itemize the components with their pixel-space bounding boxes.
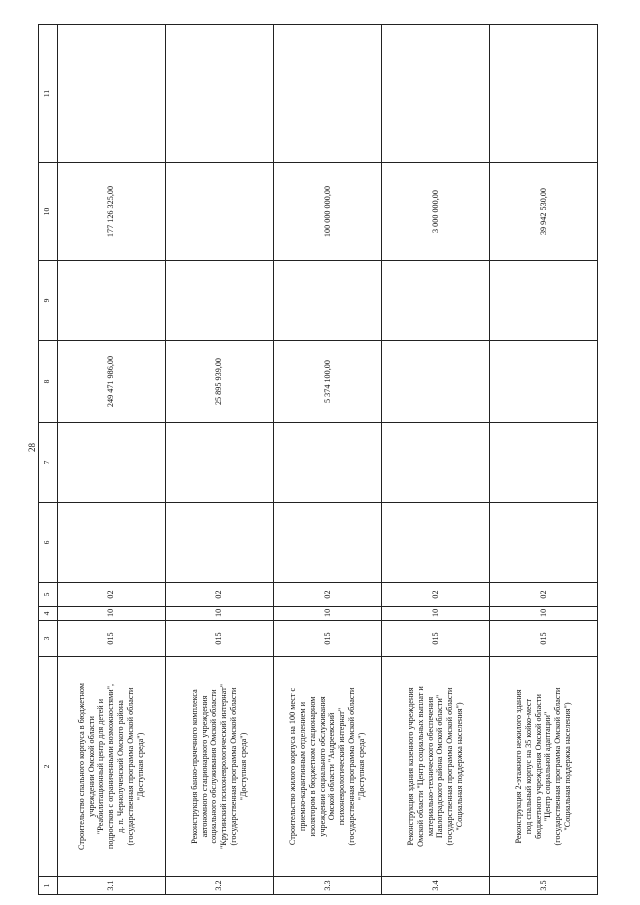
value-cell — [381, 261, 489, 341]
header-cell: 10 — [39, 163, 58, 261]
section-cell: 10 — [165, 607, 273, 621]
subsection-cell: 02 — [381, 583, 489, 607]
amount-cell — [381, 341, 489, 423]
value-cell — [165, 261, 273, 341]
section-cell: 10 — [381, 607, 489, 621]
budget-table — [38, 24, 598, 895]
section-cell: 10 — [489, 607, 597, 621]
object-name: Строительство жилого корпуса на 100 мест с приемно-карантинным отделением и изолятором в бюджетном стационарном учреждении социального обслуживания Омской области "Андреевский психоневрологический интернат" (государственная программа Омской области "Доступная среда") — [273, 657, 381, 877]
code-cell: 015 — [489, 621, 597, 657]
column-number-header-row — [39, 25, 58, 895]
table-row — [381, 25, 489, 895]
value-cell — [57, 261, 165, 341]
row-number: 3.3 — [273, 877, 381, 895]
value-cell — [381, 503, 489, 583]
object-name: Строительство спального корпуса в бюджетном учреждении Омской области "Реабилитационный центр для детей и подростков с ограниченными возможностями", д. п. Чернолученский Омского района (государственная программа Омской области "Доступная среда") — [57, 657, 165, 877]
row-number: 3.5 — [489, 877, 597, 895]
page-number: 28 — [27, 443, 37, 452]
value-cell — [489, 261, 597, 341]
code-cell: 015 — [165, 621, 273, 657]
amount-cell: 39 942 530,00 — [489, 163, 597, 261]
value-cell — [273, 261, 381, 341]
header-cell: 8 — [39, 341, 58, 423]
section-cell: 10 — [57, 607, 165, 621]
header-cell: 6 — [39, 503, 58, 583]
object-name: Реконструкция здания казенного учреждения Омской области "Центр социальных выплат и материально-технического обеспечения Павлоградского района Омской области" (государственная программа Омской области "Социальная поддержка населения") — [381, 657, 489, 877]
subsection-cell: 02 — [489, 583, 597, 607]
value-cell — [273, 423, 381, 503]
header-cell: 7 — [39, 423, 58, 503]
code-cell: 015 — [381, 621, 489, 657]
budget-table-sheet — [38, 25, 598, 895]
amount-cell — [489, 341, 597, 423]
amount-cell: 25 895 939,00 — [165, 341, 273, 423]
code-cell: 015 — [273, 621, 381, 657]
amount-cell: 177 126 325,00 — [57, 163, 165, 261]
value-cell — [489, 25, 597, 163]
table-row — [57, 25, 165, 895]
header-cell: 9 — [39, 261, 58, 341]
value-cell — [57, 423, 165, 503]
row-number: 3.4 — [381, 877, 489, 895]
row-number: 3.2 — [165, 877, 273, 895]
object-name: Реконструкция банно-прачечного комплекса автономного стационарного учреждения социального обслуживания Омской области "Крутинский психоневрологический интернат" (государственная программа Омской области "Доступная среда") — [165, 657, 273, 877]
section-cell: 10 — [273, 607, 381, 621]
value-cell — [165, 25, 273, 163]
amount-cell: 249 471 986,00 — [57, 341, 165, 423]
value-cell — [381, 423, 489, 503]
value-cell — [273, 25, 381, 163]
value-cell — [165, 503, 273, 583]
header-cell: 11 — [39, 25, 58, 163]
value-cell — [489, 423, 597, 503]
value-cell — [165, 423, 273, 503]
table-row — [489, 25, 597, 895]
value-cell — [57, 503, 165, 583]
code-cell: 015 — [57, 621, 165, 657]
value-cell — [273, 503, 381, 583]
value-cell — [489, 503, 597, 583]
subsection-cell: 02 — [57, 583, 165, 607]
table-row — [165, 25, 273, 895]
object-name: Реконструкция 2-этажного нежилого здания под спальный корпус на 35 койко-мест бюджетного учреждения Омской области "Центр социальной адаптации" (государственная программа Омской области "Социальная поддержка населения") — [489, 657, 597, 877]
value-cell — [57, 25, 165, 163]
header-cell: 5 — [39, 583, 58, 607]
value-cell — [381, 25, 489, 163]
amount-cell: 100 000 000,00 — [273, 163, 381, 261]
amount-cell: 5 374 100,00 — [273, 341, 381, 423]
header-cell: 3 — [39, 621, 58, 657]
table-row — [273, 25, 381, 895]
header-cell: 1 — [39, 877, 58, 895]
subsection-cell: 02 — [273, 583, 381, 607]
row-number: 3.1 — [57, 877, 165, 895]
amount-cell — [165, 163, 273, 261]
amount-cell: 3 000 000,00 — [381, 163, 489, 261]
header-cell: 2 — [39, 657, 58, 877]
subsection-cell: 02 — [165, 583, 273, 607]
header-cell: 4 — [39, 607, 58, 621]
